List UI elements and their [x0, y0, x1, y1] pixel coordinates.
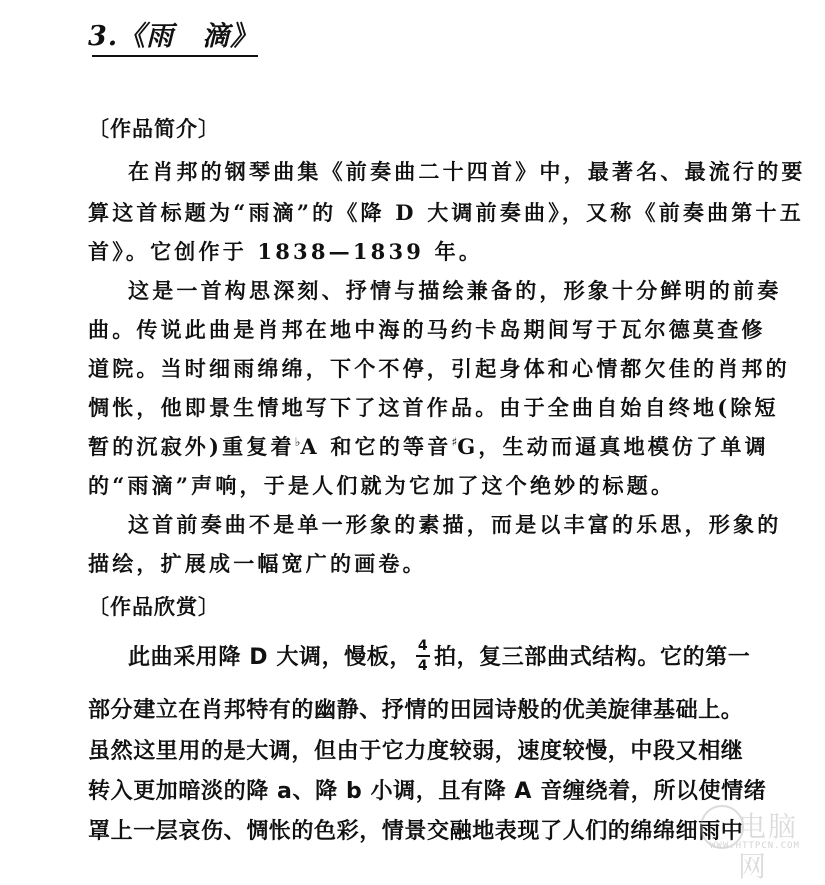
text-line: 部分建立在肖邦特有的幽静、抒情的田园诗般的优美旋律基础上。	[88, 698, 744, 723]
text-line: 描绘，扩展成一幅宽广的画卷。	[88, 551, 427, 576]
watermark-url: WWW.HTTPCN.COM	[710, 841, 800, 851]
title-underline	[92, 55, 258, 57]
watermark	[700, 805, 825, 883]
text-line: 首》。它创作于 1838—1839 年。	[88, 239, 484, 264]
text-line-with-fraction	[128, 640, 750, 676]
text-line: 惆怅，他即景生情地写下了这首作品。由于全曲自始自终地(除短	[88, 395, 779, 420]
fraction-numerator: 4	[417, 638, 429, 654]
text-line: 罩上一层哀伤、惆怅的色彩，情景交融地表现了人们的绵绵细雨中	[88, 819, 744, 844]
text-line-with-accidentals	[88, 431, 769, 461]
time-signature-fraction	[416, 638, 430, 674]
text-line: 这是一首构思深刻、抒情与描绘兼备的，形象十分鲜明的前奏	[128, 278, 782, 303]
text-line: 曲。传说此曲是肖邦在地中海的马约卡岛期间写于瓦尔德莫查修	[88, 317, 766, 342]
text-line: 的“雨滴”声响，于是人们就为它加了这个绝妙的标题。	[88, 473, 676, 498]
text-line: 转入更加暗淡的降 a、降 b 小调，且有降 A 音缠绕着，所以使情绪	[88, 779, 767, 804]
text-segment: G，生动而逼真地模仿了单调	[457, 434, 769, 459]
section-heading-intro: 〔作品简介〕	[88, 116, 220, 141]
watermark-name: 电脑网	[738, 810, 799, 883]
text-segment: 此曲采用降 D 大调，慢板，	[128, 645, 412, 670]
text-line: 虽然这里用的是大调，但由于它力度较弱，速度较慢，中段又相继	[88, 739, 744, 764]
text-segment: A 和它的等音	[300, 434, 452, 459]
section-heading-appreciation: 〔作品欣赏〕	[88, 594, 220, 619]
fraction-denominator: 4	[417, 658, 429, 674]
text-segment: 暂的沉寂外)重复着	[88, 434, 295, 459]
text-line: 在肖邦的钢琴曲集《前奏曲二十四首》中，最著名、最流行的要	[128, 159, 806, 184]
text-line: 这首前奏曲不是单一形象的素描，而是以丰富的乐思，形象的	[128, 512, 782, 537]
text-line: 算这首标题为“雨滴”的《降 D 大调前奏曲》，又称《前奏曲第十五	[88, 200, 804, 225]
text-line: 道院。当时细雨绵绵，下个不停，引起身体和心情都欠佳的肖邦的	[88, 356, 790, 381]
text-segment: 拍，复三部曲式结构。它的第一	[433, 645, 751, 670]
fraction-bar	[416, 655, 430, 657]
sharp-sign: ♯	[451, 435, 458, 449]
piece-title: 3.《雨 滴》	[88, 21, 259, 52]
flat-sign: ♭	[294, 435, 301, 449]
